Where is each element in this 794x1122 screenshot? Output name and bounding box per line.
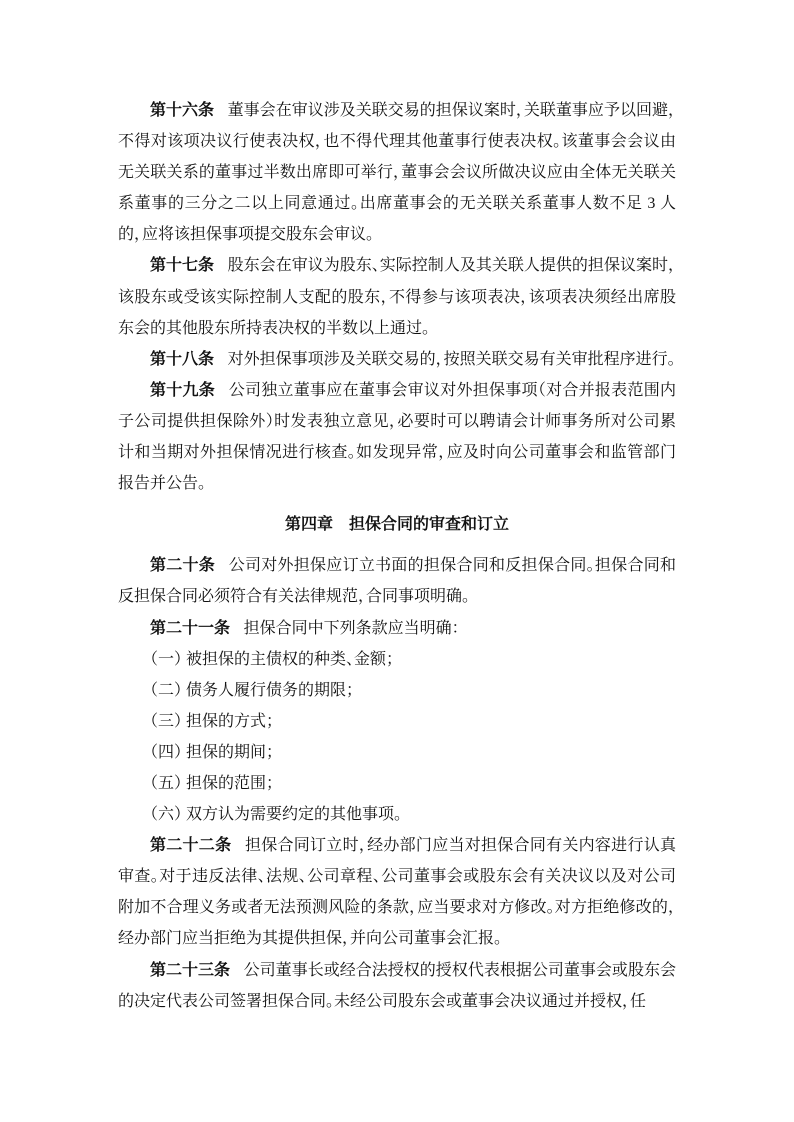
article-text: 担保合同中下列条款应当明确： (243, 619, 460, 637)
article-text: 股东会在审议为股东、实际控制人及其关联人提供的担保议案时，该股东或受该实际控制人支配的股东，不得参与该项表决，该项表决须经出席股东会的其他股东所持表决权的半数以上通过。 (118, 257, 676, 337)
article-paragraph-20 (118, 550, 676, 612)
article-paragraph-23 (118, 955, 676, 1017)
list-item-text: （三） 担保的方式； (150, 712, 275, 730)
article-number: 第二十二条 (150, 837, 232, 855)
list-item-2 (118, 675, 676, 706)
list-item-text: （四） 担保的期间； (150, 743, 275, 761)
article-number: 第十七条 (150, 257, 215, 275)
article-number: 第十八条 (150, 350, 215, 368)
list-item-text: （六） 双方认为需要约定的其他事项。 (150, 806, 403, 824)
list-item-1 (118, 644, 676, 675)
list-item-text: （五） 担保的范围； (150, 774, 275, 792)
article-paragraph-17 (118, 250, 676, 343)
article-text: 公司独立董事应在董事会审议对外担保事项（对合并报表范围内子公司提供担保除外）时发表独立意见，必要时可以聘请会计师事务所对公司累计和当期对外担保情况进行核查。如发现异常，应及时向公司董事会和监管部门报告并公告。 (118, 381, 676, 493)
list-item-6 (118, 799, 676, 830)
article-paragraph-21 (118, 613, 676, 644)
article-number: 第二十条 (150, 557, 216, 575)
article-text: 董事会在审议涉及关联交易的担保议案时，关联董事应予以回避，不得对该项决议行使表决权，也不得代理其他董事行使表决权。该董事会会议由无关联关系的董事过半数出席即可举行，董事会会议所做决议应由全体无关联关系董事的三分之二以上同意通过。出席董事会的无关联关系董事人数不足 3 人的，应将该担保事项提交股东会审议。 (118, 102, 676, 244)
article-number: 第十六条 (150, 102, 215, 119)
article-paragraph-18 (118, 344, 676, 375)
article-paragraph-16 (118, 95, 676, 250)
list-item-text: （一） 被担保的主债权的种类、金额； (150, 650, 395, 668)
article-paragraph-19 (118, 375, 676, 499)
article-number: 第二十三条 (150, 961, 231, 979)
list-item-5 (118, 768, 676, 799)
article-text: 公司对外担保应订立书面的担保合同和反担保合同。担保合同和反担保合同必须符合有关法律规范，合同事项明确。 (118, 557, 676, 606)
list-item-3 (118, 706, 676, 737)
article-text: 公司董事长或经合法授权的授权代表根据公司董事会或股东会的决定代表公司签署担保合同。未经公司股东会或董事会决议通过并授权，任 (118, 961, 676, 1010)
article-number: 第十九条 (150, 381, 216, 399)
article-text: 对外担保事项涉及关联交易的，按照关联交易有关审批程序进行。 (227, 350, 676, 368)
list-item-4 (118, 737, 676, 768)
article-text: 担保合同订立时，经办部门应当对担保合同有关内容进行认真审查。对于违反法律、法规、公司章程、公司董事会或股东会有关决议以及对公司附加不合理义务或者无法预测风险的条款，应当要求对方修改。对方拒绝修改的，经办部门应当拒绝为其提供担保，并向公司董事会汇报。 (118, 837, 676, 948)
article-paragraph-22 (118, 830, 676, 954)
list-item-text: （二） 债务人履行债务的期限； (150, 681, 355, 699)
article-number: 第二十一条 (150, 619, 231, 637)
chapter-heading: 第四章 担保合同的审查和订立 (284, 516, 509, 534)
